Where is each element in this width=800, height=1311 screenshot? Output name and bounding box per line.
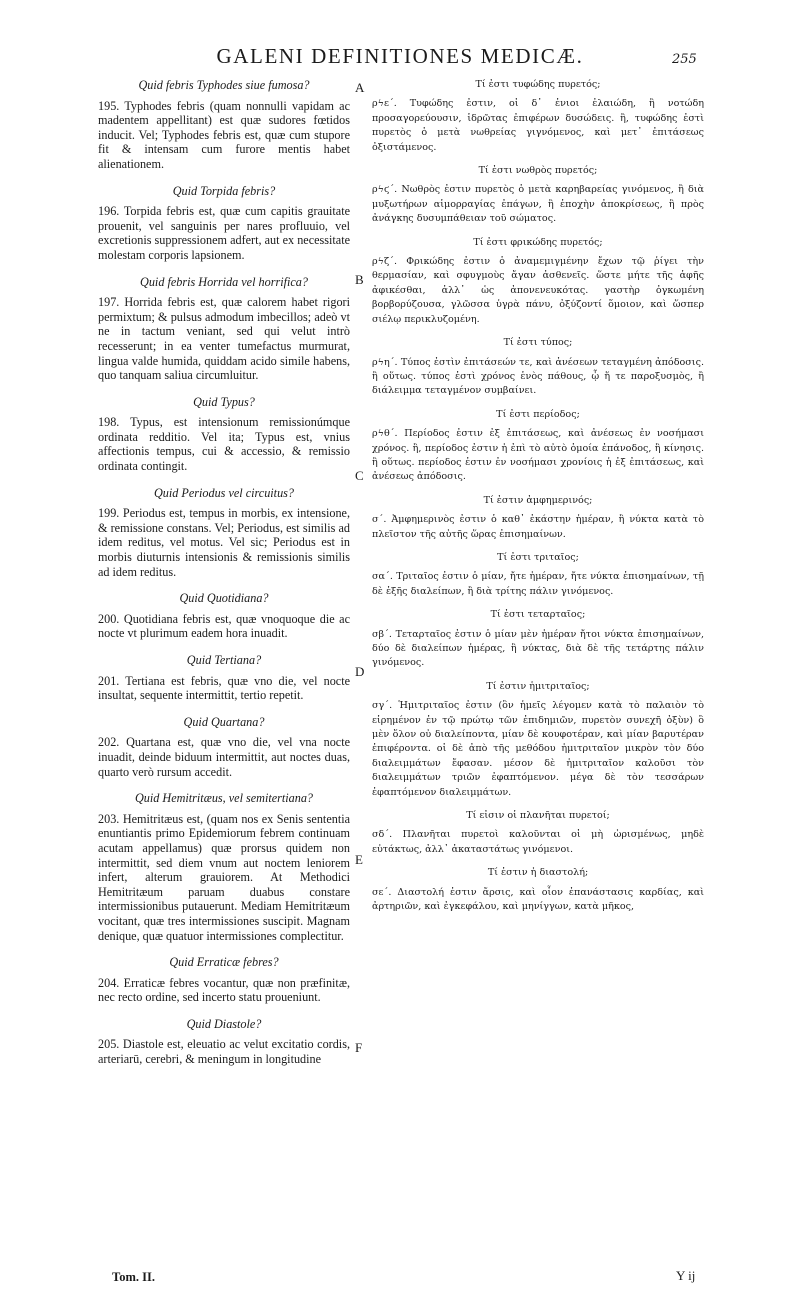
latin-heading-200: Quid Quotidiana? (179, 591, 269, 606)
greek-definition-195: ρϟε΄. Τυφώδης ἐστιν, οἱ δ᾿ ἐνιοι ἐλαιώδη, ἢ νοτώδη προσαγορεύουσιν, ἱδρῶτας ἐπιφέρων δυσώδεις. ἢ, τυφώδης ἐστὶ πυρετὸς ὁ μετὰ νωθρείας γιγνόμενος, καὶ μετ᾿ ἐπιτάσεως ὀξιστάμενος. (372, 98, 704, 153)
greek-column (372, 78, 704, 924)
latin-definition-205: 205. Diastole est, eleuatio ac velut excitatio cordis, arteriarū, cerebri, & meningum in longitudine (98, 1037, 350, 1067)
greek-heading-197: Τί ἐστι φρικώδης πυρετός; (473, 236, 603, 248)
latin-heading-195: Quid febris Typhodes siue fumosa? (138, 78, 310, 92)
greek-heading-199: Τί ἐστι περίοδος; (496, 408, 580, 420)
latin-definition-197: 197. Horrida febris est, quæ calorem habet rigori permixtum; & pulsus admodum imbecillos; adeò vt ne in tactum veniant, sed qui velut intrò recesserunt; in ea venter tumefactus murmurat, lingua valde humida, quiddam acido simile habens, quo tanquam saliua circumluitur. (98, 295, 350, 383)
greek-heading-201: Τί ἐστι τριταῖος; (497, 551, 579, 563)
latin-definition-200: 200. Quotidiana febris est, quæ vnoquoque die ac nocte vt plurimum eadem hora inuadit. (98, 611, 350, 641)
margin-letter-f: F (355, 1040, 363, 1055)
latin-definition-203: 203. Hemitritæus est, (quam nos ex Senis sententia enuntiantis primo Epidemiorum febrem continuam acutam appellamus) quæ prorsus quidem non intermittit, sed diem vnum aut noctem leniorem infert, alterum grauiorem. At Methodici Hemitritæum paruam duabus constare intermissionibus putauerunt. Mediam Hemitritæum vocitant, quæ tres intermissiones suscipit. Magnam denique, quæ quatuor intermissiones complectitur. (98, 811, 350, 943)
margin-letter-d: D (355, 664, 365, 679)
greek-definition-200: σ΄. Ἀμφημερινὸς ἐστιν ὁ καθ᾿ ἑκάστην ἡμέραν, ἢ νύκτα κατὰ τὸ πλεῖστον τῆς αὐτῆς ὥρας ἐπισημαίνων. (372, 514, 704, 540)
greek-definition-202: σβ΄. Τεταρταῖος ἐστιν ὁ μίαν μὲν ἡμέραν ἤτοι νύκτα ἐπισημαίνων, δύο δὲ διαλείπων ἡμέρας, ἢ νύκτας, διὰ δὲ τῆς τετάρτης πάλιν γινόμενος. (372, 628, 704, 669)
latin-definition-196: 196. Torpida febris est, quæ cum capitis grauitate prouenit, vel sanguinis per nares profluuio, vel excretionis suppressionem adfert, aut ex necessitate molestam corporis lapsionem. (98, 204, 350, 262)
latin-definition-198: 198. Typus, est intensionum remissionúmque ordinata redditio. Vel ita; Typus est, vnius affectionis tempus, cui & accessio, & remissio ordinata contingit. (98, 415, 350, 474)
greek-definition-196: ρϟϛ΄. Νωθρὸς ἐστιν πυρετὸς ὁ μετὰ καρηβαρείας γινόμενος, ἢ διὰ μυξωτήρων αἱμορραγίας ἐπάγων, ἢ ἐποχὴν ἀποκρίσεως, ἢ πρὸς ἀνάγκης δυσυμπάθειαν τοῦ σώματος. (372, 184, 704, 225)
latin-heading-196: Quid Torpida febris? (172, 183, 276, 198)
greek-heading-204: Τί εἰσιν οἱ πλανῆται πυρετοί; (466, 810, 610, 822)
margin-letter-b: B (355, 272, 364, 287)
latin-definition-202: 202. Quartana est, quæ vno die, vel vna nocte inuadit, deinde biduum intermittit, aut noctes duas, quarto verò rursum accedit. (98, 735, 350, 779)
greek-definition-199: ρϟθ΄. Περίοδος ἐστιν ἐξ ἐπιτάσεως, καὶ ἀνέσεως ἐν νοσήμασι χρόνος. ἢ, περίοδος ἐστιν ἡ ἐπὶ τὸ αὐτὸ ὁμοία ἐπάνοδος, ἢ κίνησις. ἢ οὕτως. περίοδος ἐστιν ἐν νοσήμασι χρονίοις ἡ ἐξ ἐπιτάσεως, καὶ ἀνέσεως ἀπόδοσις. (372, 428, 704, 483)
latin-definition-199: 199. Periodus est, tempus in morbis, ex intensione, & remissione constans. Vel; Periodus, est similis ad idem reditus, vel motus. Vel sic; Periodus est in morbis diuturnis intensionis & remissionis similis ad idem reditus. (98, 506, 350, 579)
page-title: GALENI DEFINITIONES MEDICÆ. (216, 44, 584, 68)
greek-definition-197: ρϟζ΄. Φρικώδης ἐστιν ὁ ἀναμεμιγμένην ἔχων τῷ ῥίγει τὴν θερμασίαν, καὶ σφυγμοὺς ἄγαν ἀσθενεῖς. ὥστε μήτε τῆς ἁφῆς ἀφικέσθαι, ἀλλ᾿ ὡς ἀπονενευκότας. γαστὴρ ὀγκωμένη βορβορύζουσα, γλῶσσα ὑγρὰ πάνυ, ὀξύζοντί ὅμοιον, καὶ ὥσπερ σιέλῳ περικλυζομένη. (372, 256, 704, 325)
volume-signature: Tom. II. (112, 1270, 155, 1284)
greek-heading-200: Τί ἐστιν ἀμφημερινός; (483, 494, 593, 506)
latin-heading-199: Quid Periodus vel circuitus? (153, 485, 295, 500)
signature-mark: Y ij (676, 1268, 696, 1283)
greek-definition-205: σε΄. Διαστολή ἐστιν ἄρσις, καὶ οἷον ἐπανάστασις καρδίας, καὶ ἀρτηριῶν, καὶ ἐγκεφάλου, καὶ μηνίγγων, κατὰ μῆκος, (372, 886, 704, 913)
greek-heading-195: Τί ἐστι τυφώδης πυρετός; (475, 79, 601, 90)
page-number: 255 (672, 52, 697, 67)
margin-letter-e: E (355, 852, 363, 867)
latin-heading-204: Quid Erraticæ febres? (169, 955, 279, 970)
latin-heading-202: Quid Quartana? (183, 714, 265, 729)
greek-definition-204: σδ΄. Πλανῆται πυρετοὶ καλοῦνται οἱ μὴ ὡρισμένως, μηδὲ εὐτάκτως, ἀλλ᾿ ἀκαταστάτως γινόμενοι. (372, 829, 704, 855)
running-head (0, 44, 800, 74)
latin-definition-195: 195. Typhodes febris (quam nonnulli vapidam ac madentem appellitant) est quæ sudores fœtidos inducit. Vel; Typhodes febris est, quæ cum stupore fit & intensam cum furore mentis habet alienationem. (98, 98, 350, 171)
latin-heading-198: Quid Typus? (193, 394, 255, 409)
latin-heading-197: Quid febris Horrida vel horrifica? (140, 274, 308, 289)
latin-definition-201: 201. Tertiana est febris, quæ vno die, vel nocte insultat, sequente intermittit, tertio repetit. (98, 673, 350, 703)
greek-heading-202: Τί ἐστι τεταρταῖος; (490, 609, 586, 621)
latin-definition-204: 204. Erraticæ febres vocantur, quæ non præfinitæ, nec recto ordine, sed incerto statu proueniunt. (98, 975, 350, 1005)
latin-heading-201: Quid Tertiana? (186, 653, 262, 667)
greek-definition-203: σγ΄. Ἡμιτριταῖος ἐστιν (ὃν ἡμεῖς λέγομεν κατὰ τὸ παλαιὸν τὸ εἰρημένον ἐν τῷ πρώτῳ τῶν ἐπιδημιῶν, πυρετὸν συνεχῆ ὀξὺν) ὃ μὲν ὅλον οὐ διαλείποντα, μίαν δὲ κουφοτέραν, καὶ μίαν βαρυτέραν ἐπιφέροντα. οἱ δὲ ἀπὸ τῆς μεθόδου ἡμιτριταῖον μικρὸν τὸν δύο διαλειμμάτων ἔφασαν. μέσον δὲ ἡμιτριταῖον καλοῦσι τὸν διαλειμμάτων τριῶν ἐφαπτόμενον. μέγα δὲ τὸν τεσσάρων ἐφαπτόμενον διαλειμμάτων. (372, 700, 704, 798)
greek-definition-201: σα΄. Τριταῖος ἐστιν ὁ μίαν, ἤτε ἡμέραν, ἤτε νύκτα ἐπισημαίνων, τῇ δὲ ἑξῆς διαλείπων, ἢ διὰ τρίτης πάλιν γινόμενος. (372, 571, 704, 597)
greek-heading-198: Τί ἐστι τύπος; (503, 337, 573, 349)
margin-letter-c: C (355, 468, 364, 483)
greek-heading-196: Τί ἐστι νωθρὸς πυρετός; (478, 165, 598, 177)
greek-heading-203: Τί ἐστιν ἡμιτριταῖος; (486, 680, 590, 692)
latin-heading-205: Quid Diastole? (186, 1016, 262, 1031)
latin-column (98, 78, 350, 1079)
greek-heading-205: Τί ἐστιν ἡ διαστολή; (487, 867, 589, 879)
latin-heading-203: Quid Hemitritæus, vel semitertiana? (134, 791, 314, 806)
greek-definition-198: ρϟη΄. Τύπος ἐστὶν ἐπιτάσεών τε, καὶ ἀνέσεων τεταγμένη ἀπόδοσις. ἢ οὕτως. τύπος ἐστὶ χρόνος ἑνὸς πάθους, ᾧ ἥ τε παροξυσμὸς, ἢ διάλειμμα τεταγμένον συμβαίνει. (372, 356, 704, 397)
margin-letter-a: A (355, 80, 365, 95)
